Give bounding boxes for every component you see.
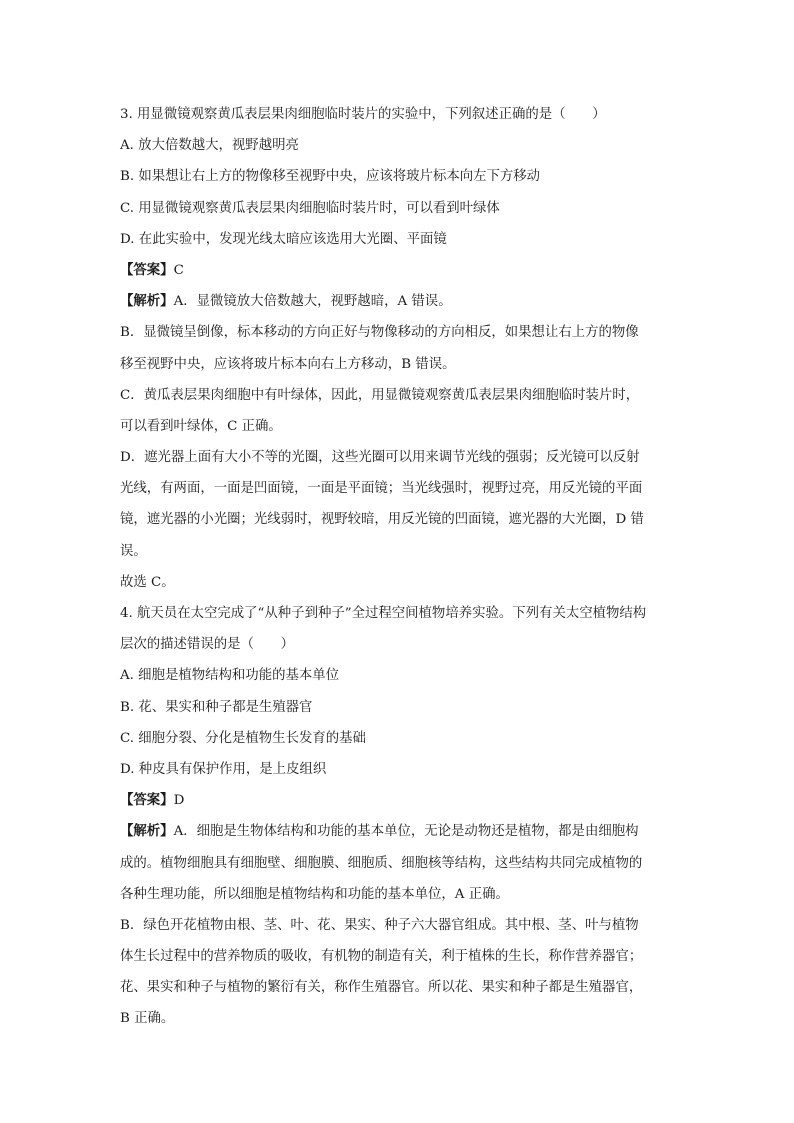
question-4-answer	[120, 785, 680, 816]
question-4-analysis-line: B．绿色开花植物由根、茎、叶、花、果实、种子六大器官组成。其中根、茎、叶与植物	[120, 917, 639, 933]
question-3-conclusion: 故选 C。	[120, 574, 175, 590]
question-3-analysis-line: 镜，遮光器的小光圈；光线弱时，视野较暗，用反光镜的凹面镜，遮光器的大光圈，D 错	[120, 512, 644, 528]
question-4-stem: 4. 航天员在太空完成了“从种子到种子”全过程空间植物培养实验。下列有关太空植物结构	[120, 606, 647, 621]
question-4-analysis-line: B 正确。	[120, 1011, 175, 1027]
question-4-option-d: D. 种皮具有保护作用，是上皮组织	[120, 761, 327, 777]
analysis-text: A．显微镜放大倍数越大，视野越暗，A 错误。	[173, 294, 452, 310]
question-4-option-c: C. 细胞分裂、分化是植物生长发育的基础	[120, 730, 366, 746]
question-4-analysis-line: 各种生理功能，所以细胞是植物结构和功能的基本单位，A 正确。	[120, 886, 509, 902]
question-3-analysis-line: C．黄瓜表层果肉细胞中有叶绿体，因此，用显微镜观察黄瓜表层果肉细胞临时装片时，	[120, 387, 640, 403]
question-3-option-d: D. 在此实验中，发现光线太暗应该选用大光圈、平面镜	[120, 231, 447, 247]
answer-label: 【答案】	[120, 792, 174, 809]
question-3-analysis-line: 误。	[120, 543, 147, 559]
answer-value: D	[173, 793, 185, 809]
question-3-option-a: A. 放大倍数越大，视野越明亮	[120, 138, 299, 154]
question-3-analysis-line: D．遮光器上面有大小不等的光圈，这些光圈可以用来调节光线的强弱；反光镜可以反射	[120, 450, 640, 466]
question-4-stem: 层次的描述错误的是（ ）	[120, 637, 295, 653]
question-3-stem: 3. 用显微镜观察黄瓜表层果肉细胞临时装片的实验中，下列叙述正确的是（ ）	[120, 107, 606, 122]
question-3-option-c: C. 用显微镜观察黄瓜表层果肉细胞临时装片时，可以看到叶绿体	[120, 200, 500, 216]
question-3-answer	[120, 255, 680, 286]
question-4-option-b: B. 花、果实和种子都是生殖器官	[120, 699, 313, 715]
question-3-analysis-line: 光线，有两面，一面是凹面镜，一面是平面镜；当光线强时，视野过亮，用反光镜的平面	[120, 481, 643, 497]
question-3-analysis-line	[120, 286, 680, 317]
question-3-analysis-line: 可以看到叶绿体，C 正确。	[120, 418, 282, 434]
analysis-text: A．细胞是生物体结构和功能的基本单位，无论是动物还是植物，都是由细胞构	[173, 824, 639, 840]
analysis-label: 【解析】	[120, 293, 174, 310]
answer-label: 【答案】	[120, 261, 174, 278]
question-4-analysis-line: 花、果实和种子与植物的繁衍有关，称作生殖器官。所以花、果实和种子都是生殖器官，	[120, 980, 643, 996]
question-4-analysis-line	[120, 816, 680, 847]
question-4-analysis-line: 体生长过程中的营养物质的吸收，有机物的制造有关，利于植株的生长，称作营养器官；	[120, 949, 643, 965]
question-3-analysis-line: 移至视野中央，应该将玻片标本向右上方移动，B 错误。	[120, 356, 456, 372]
analysis-label: 【解析】	[120, 823, 174, 840]
question-4-analysis-line: 成的。植物细胞具有细胞壁、细胞膜、细胞质、细胞核等结构，这些结构共同完成植物的	[120, 855, 643, 871]
question-3-option-b: B. 如果想让右上方的物像移至视野中央，应该将玻片标本向左下方移动	[120, 169, 541, 185]
document-content	[120, 99, 680, 1035]
question-3-analysis-line: B．显微镜呈倒像，标本移动的方向正好与物像移动的方向相反，如果想让右上方的物像	[120, 325, 639, 341]
question-4-option-a: A. 细胞是植物结构和功能的基本单位	[120, 668, 340, 684]
answer-value: C	[173, 262, 184, 278]
